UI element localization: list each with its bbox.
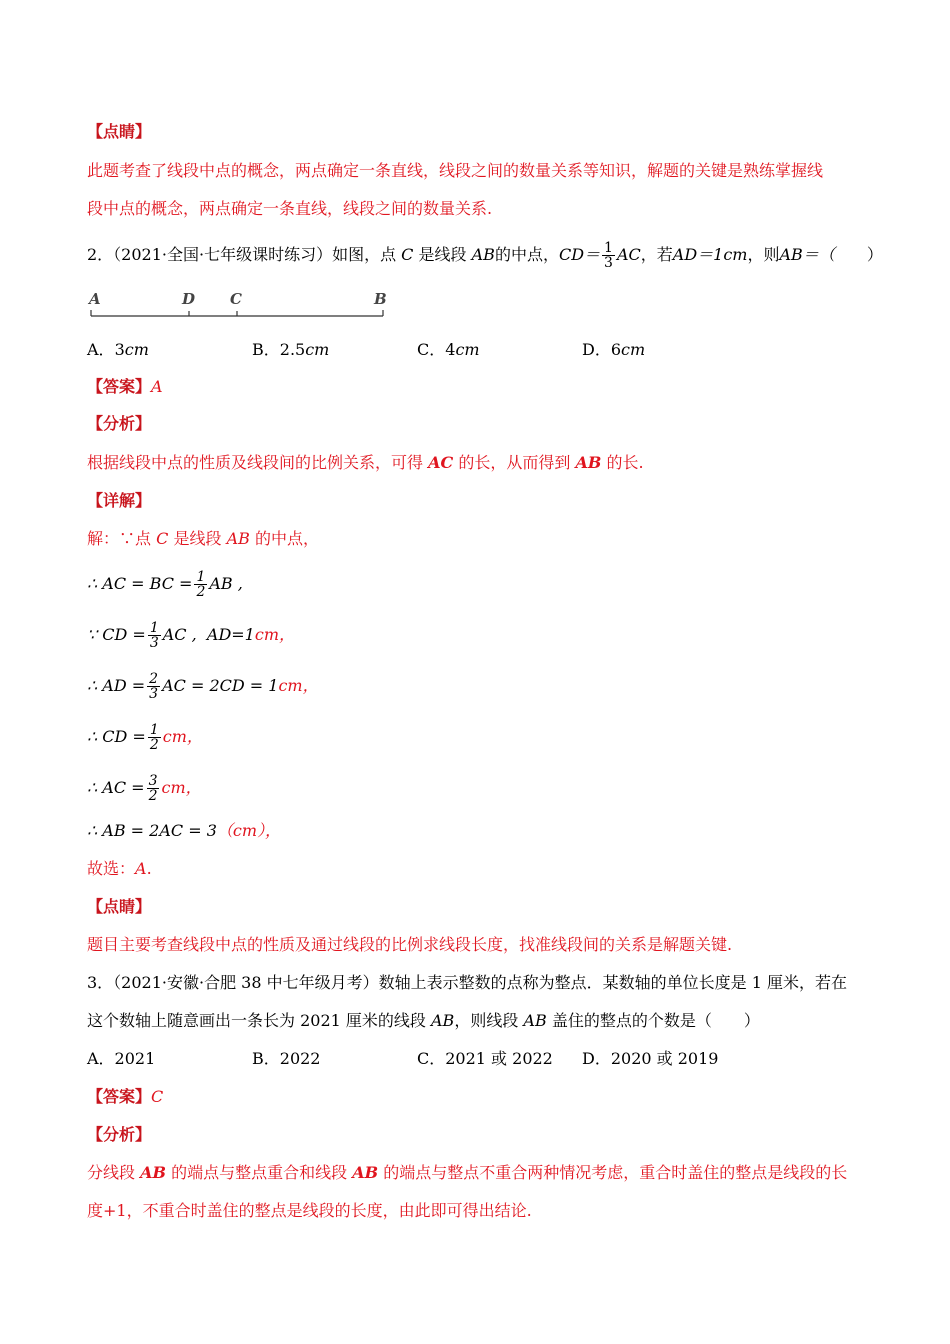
q2-dianjing-heading: 【点睛】: [87, 897, 152, 916]
q2-dianjing-text: 题目主要考查线段中点的性质及通过线段的比例求线段长度，找准线段间的关系是解题关键.: [87, 935, 733, 954]
q2-answer: 【答案】A: [87, 377, 163, 396]
point-label-b: B: [374, 290, 387, 308]
q3-analysis-line1: 分线段 AB 的端点与整点重合和线段 AB 的端点与整点不重合两种情况考虑，重合时盖住的整点是线段的长: [87, 1163, 848, 1182]
q2-choose: 故选：A.: [87, 859, 152, 878]
q2-fraction: $\frac{1}{3}$: [604, 240, 613, 271]
q3-analysis-heading: 【分析】: [87, 1125, 152, 1144]
q3-analysis-line2: 度+1，不重合时盖住的整点是线段的长度，由此即可得出结论.: [87, 1201, 532, 1220]
q3-stem-line1: 3．（2021·安徽·合肥 38 中七年级月考）数轴上表示整数的点称为整点．某数轴的单位长度是 1 厘米，若在: [87, 973, 847, 992]
q2-stem: 2．（2021·全国·七年级课时练习）如图，点 C 是线段 AB的中点，CD＝ $\frac{1}{3}$ AC，若AD＝1cm，则AB＝（ ）: [87, 240, 883, 271]
q2-analysis-heading: 【分析】: [87, 414, 152, 433]
segment-figure: [85, 286, 395, 326]
step-5: ∴ AC = $\frac{3}{2}$ cm，: [87, 773, 202, 804]
q3-answer: 【答案】C: [87, 1087, 164, 1106]
q2-option-a[interactable]: A．3cm: [87, 340, 149, 359]
q2-option-b[interactable]: B．2.5cm: [252, 340, 330, 359]
dianjing-heading: 【点睛】: [87, 122, 152, 141]
step-4: ∴ CD = $\frac{1}{2}$ cm，: [87, 722, 203, 753]
q3-option-a[interactable]: A．2021: [87, 1049, 156, 1068]
q3-option-b[interactable]: B．2022: [252, 1049, 321, 1068]
point-label-d: D: [182, 290, 196, 308]
q2-analysis-text: 根据线段中点的性质及线段间的比例关系，可得 AC 的长，从而得到 AB 的长.: [87, 453, 644, 472]
q3-stem-line2: 这个数轴上随意画出一条长为 2021 厘米的线段 AB，则线段 AB 盖住的整点的个数是（ ）: [87, 1011, 760, 1030]
step-1: ∴ AC = BC = $\frac{1}{2}$ AB ,: [87, 569, 243, 600]
point-label-c: C: [230, 290, 242, 308]
step-6: ∴ AB = 2AC = 3（cm），: [87, 821, 282, 840]
q2-solution-intro: 解：∵点 C 是线段 AB 的中点，: [87, 529, 319, 548]
dianjing-text-line1: 此题考查了线段中点的概念，两点确定一条直线，线段之间的数量关系等知识，解题的关键是熟练掌握线: [87, 161, 824, 180]
q2-option-c[interactable]: C．4cm: [417, 340, 480, 359]
q2-detail-heading: 【详解】: [87, 491, 152, 510]
step-2: ∵ CD = $\frac{1}{3}$ AC , AD=1cm，: [87, 620, 295, 651]
q3-option-c[interactable]: C．2021 或 2022: [417, 1049, 553, 1068]
q3-option-d[interactable]: D．2020 或 2019: [582, 1049, 719, 1068]
step-3: ∴ AD = $\frac{2}{3}$ AC = 2CD = 1cm，: [87, 671, 319, 702]
point-label-a: A: [89, 290, 101, 308]
dianjing-text-line2: 段中点的概念，两点确定一条直线，线段之间的数量关系.: [87, 199, 493, 218]
q2-option-d[interactable]: D．6cm: [582, 340, 646, 359]
